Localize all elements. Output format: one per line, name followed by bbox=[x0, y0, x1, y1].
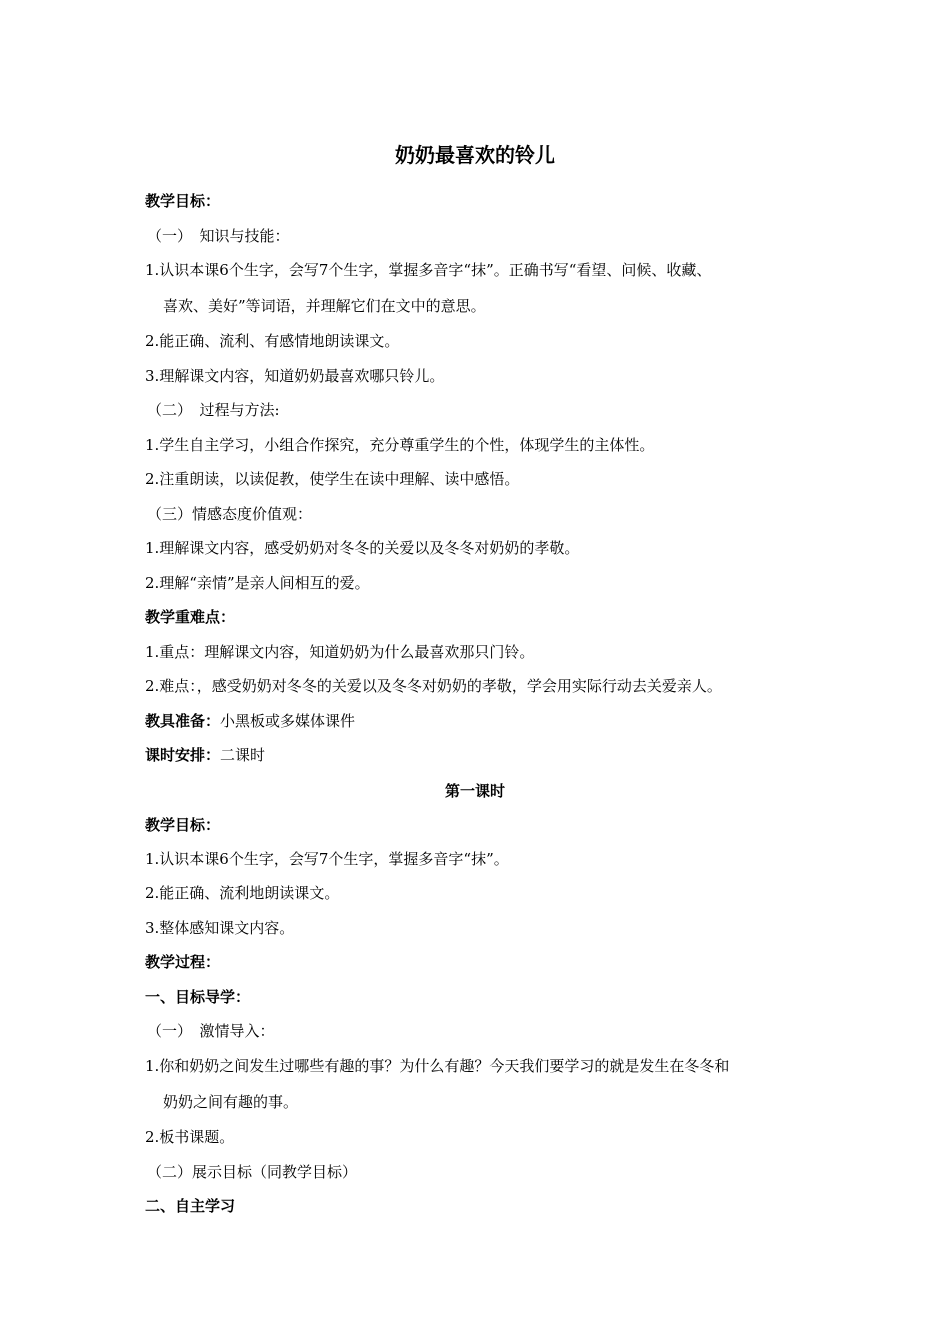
teaching-aids-label: 教具准备： bbox=[145, 712, 221, 730]
paragraph-line: 1.学生自主学习，小组合作探究，充分尊重学生的个性，体现学生的主体性。 bbox=[145, 436, 655, 454]
heading-teaching-process: 教学过程： bbox=[145, 953, 221, 971]
paragraph-line: 2.板书课题。 bbox=[145, 1128, 235, 1146]
teaching-aids-line bbox=[145, 711, 355, 731]
document-title: 奶奶最喜欢的铃儿 bbox=[395, 143, 555, 167]
class-hours-line bbox=[145, 745, 265, 765]
heading-key-difficult-points: 教学重难点： bbox=[145, 608, 236, 626]
paragraph-line: 1.认识本课6个生字，会写7个生字，掌握多音字“抹”。正确书写“看望、问候、收藏、 bbox=[145, 261, 712, 279]
paragraph-line: 3.理解课文内容，知道奶奶最喜欢哪只铃儿。 bbox=[145, 367, 445, 385]
heading-teaching-goals-2: 教学目标： bbox=[145, 816, 221, 834]
subheading-emotion-values: （三）情感态度价值观： bbox=[147, 505, 313, 523]
paragraph-line: 1.理解课文内容，感受奶奶对冬冬的关爱以及冬冬对奶奶的孝敬。 bbox=[145, 539, 580, 557]
subheading-process-method: （二） 过程与方法: bbox=[147, 401, 280, 419]
paragraph-line: 2.理解“亲情”是亲人间相互的爱。 bbox=[145, 574, 370, 592]
paragraph-line: 2.注重朗读，以读促教，使学生在读中理解、读中感悟。 bbox=[145, 470, 520, 488]
heading-self-study: 二、自主学习 bbox=[145, 1197, 236, 1215]
class-hours-label: 课时安排： bbox=[145, 746, 221, 764]
subheading-knowledge-skills: （一） 知识与技能： bbox=[147, 227, 290, 245]
heading-teaching-goals: 教学目标： bbox=[145, 192, 221, 210]
teaching-aids-text: 小黑板或多媒体课件 bbox=[220, 712, 356, 730]
paragraph-line: 2.能正确、流利地朗读课文。 bbox=[145, 884, 340, 902]
paragraph-line: 2.难点：，感受奶奶对冬冬的关爱以及冬冬对奶奶的孝敬，学会用实际行动去关爱亲人。 bbox=[145, 677, 722, 695]
paragraph-line: 奶奶之间有趣的事。 bbox=[163, 1093, 299, 1111]
paragraph-line: 3.整体感知课文内容。 bbox=[145, 919, 295, 937]
subheading-introduction: （一） 激情导入： bbox=[147, 1022, 275, 1040]
subheading-show-goals: （二）展示目标（同教学目标） bbox=[147, 1163, 358, 1181]
paragraph-line: 1.认识本课6个生字，会写7个生字，掌握多音字“抹”。 bbox=[145, 850, 509, 868]
class-hours-text: 二课时 bbox=[220, 746, 266, 764]
paragraph-line: 1.你和奶奶之间发生过哪些有趣的事？为什么有趣？今天我们要学习的就是发生在冬冬和 bbox=[145, 1057, 730, 1075]
paragraph-line: 2.能正确、流利、有感情地朗读课文。 bbox=[145, 332, 400, 350]
paragraph-line: 1.重点：理解课文内容，知道奶奶为什么最喜欢那只门铃。 bbox=[145, 643, 535, 661]
paragraph-line: 喜欢、美好”等词语，并理解它们在文中的意思。 bbox=[163, 297, 486, 315]
section-first-lesson: 第一课时 bbox=[444, 782, 505, 800]
heading-goal-guidance: 一、目标导学： bbox=[145, 988, 251, 1006]
